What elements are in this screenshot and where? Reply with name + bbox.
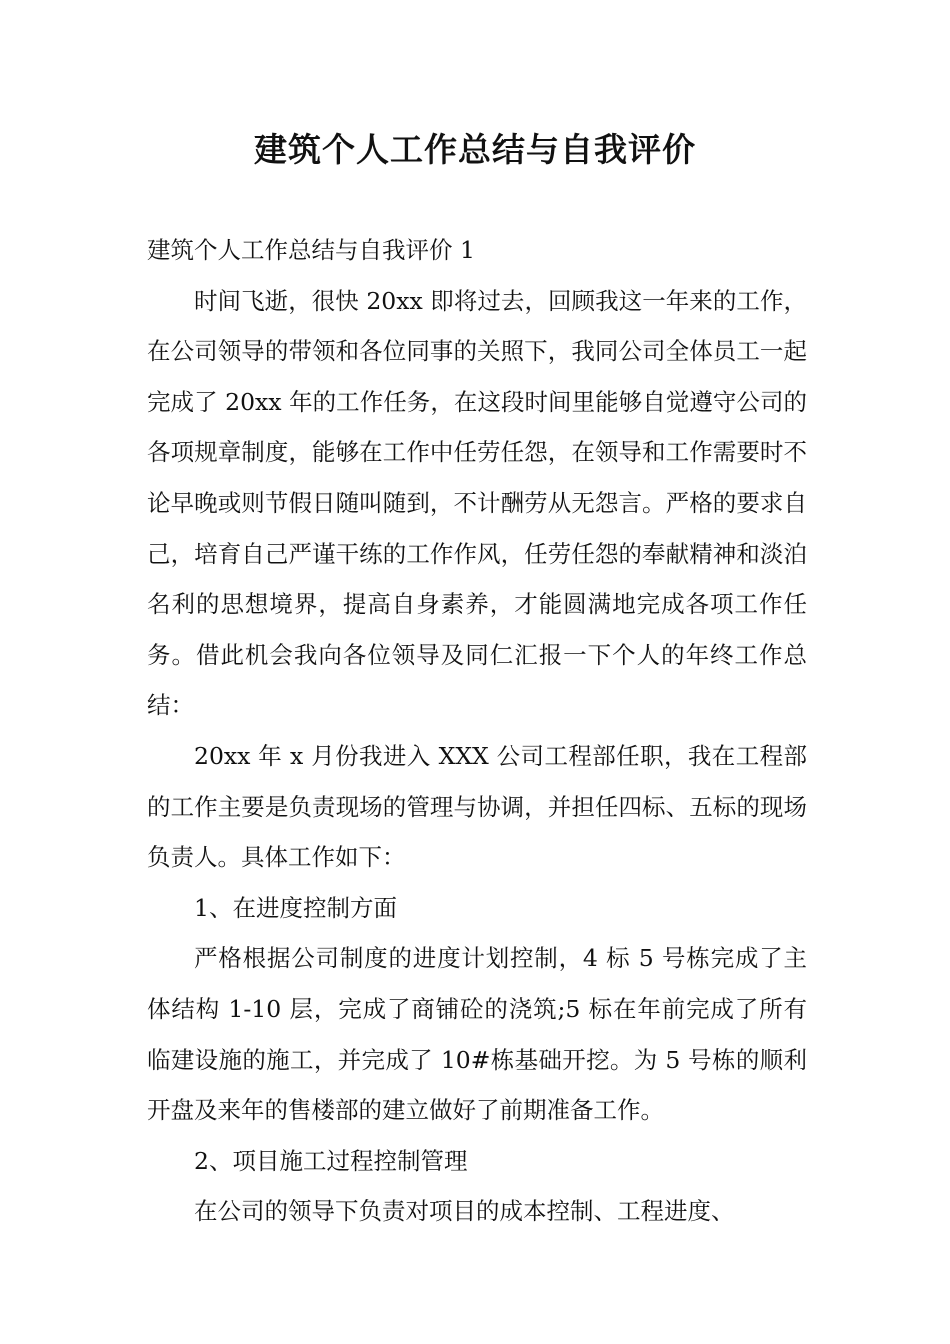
section-heading: 建筑个人工作总结与自我评价 1 xyxy=(147,236,475,264)
paragraph-intro: 时间飞逝，很快 20xx 即将过去，回顾我这一年来的工作，在公司领导的带领和各位同事的关照下，我同公司全体员工一起完成了 20xx 年的工作任务，在这段时间里能够自觉遵守公司的各项规章制度，能够在工作中任劳任怨，在领导和工作需要时不论早晚或则节假日随叫随到，不计酬劳从无怨言。严格的要求自己，培育自己严谨干练的工作作风，任劳任怨的奉献精神和淡泊名利的思想境界，提高自身素养，才能圆满地完成各项工作任务。借此机会我向各位领导及同仁汇报一下个人的年终工作总结： xyxy=(147,286,807,720)
paragraph-progress-control: 严格根据公司制度的进度计划控制，4 标 5 号栋完成了主体结构 1-10 层，完成了商铺砼的浇筑;5 标在年前完成了所有临建设施的施工，并完成了 10#栋基础开挖。为 5 号栋的顺利开盘及来年的售楼部的建立做好了前期准备工作。 xyxy=(147,944,807,1125)
paragraph-construction-management: 在公司的领导下负责对项目的成本控制、工程进度、 xyxy=(194,1197,735,1226)
document-title: 建筑个人工作总结与自我评价 xyxy=(254,130,696,169)
subheading-progress-control: 1、在进度控制方面 xyxy=(194,893,397,922)
paragraph-job-description: 20xx 年 x 月份我进入 XXX 公司工程部任职，我在工程部的工作主要是负责现场的管理与协调，并担任四标、五标的现场负责人。具体工作如下： xyxy=(147,741,807,872)
document-body xyxy=(147,225,807,1237)
subheading-construction-management: 2、项目施工过程控制管理 xyxy=(194,1146,468,1175)
